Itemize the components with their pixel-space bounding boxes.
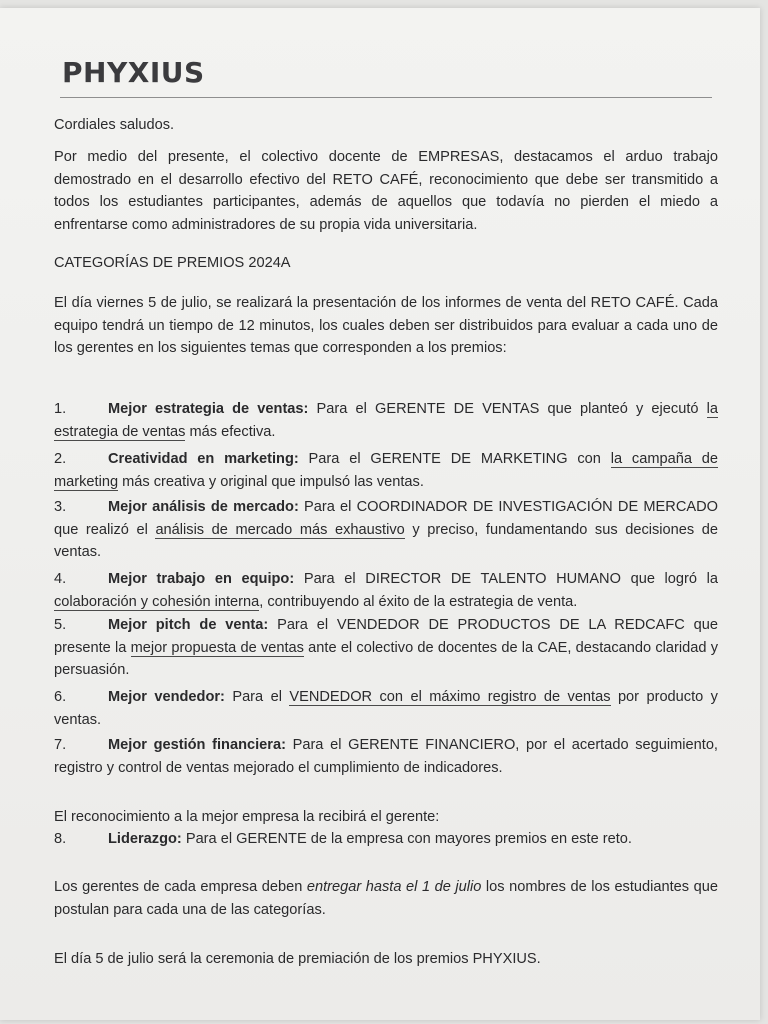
award-item-8 <box>54 828 718 851</box>
award-text: Para el DIRECTOR DE TALENTO HUMANO que logró la <box>294 571 719 587</box>
award-text: Para el VENDEDOR DE PRODUCTOS DE LA REDCAFC que presente la <box>54 617 718 656</box>
categories-heading: CATEGORÍAS DE PREMIOS 2024A <box>54 255 291 271</box>
deadline-paragraph <box>54 876 718 921</box>
brand-title: PHYXIUS <box>62 56 205 89</box>
award-underlined: la campaña de marketing <box>54 451 718 490</box>
award-title: Liderazgo: <box>108 831 182 847</box>
award-title: Mejor pitch de venta: <box>108 617 269 633</box>
header-divider <box>60 97 712 98</box>
document-page <box>0 8 760 1020</box>
award-title: Mejor estrategia de ventas: <box>108 401 309 417</box>
award-item-3 <box>54 496 718 564</box>
best-company-paragraph: El reconocimiento a la mejor empresa la recibirá el gerente: <box>54 809 440 825</box>
award-title: Mejor análisis de mercado: <box>108 499 299 515</box>
award-number: 2. <box>54 451 67 467</box>
award-text-end: más efectiva. <box>185 423 276 440</box>
award-text-end: por producto y ventas. <box>54 689 718 728</box>
award-text: Para el GERENTE de la empresa con mayores premios en este reto. <box>181 831 632 847</box>
award-underlined: mejor propuesta de ventas <box>130 639 304 656</box>
deadline-emphasis: entregar hasta el 1 de julio <box>306 879 482 895</box>
award-number: 4. <box>54 571 67 587</box>
award-text-end: ante el colectivo de docentes de la CAE, destacando claridad y persuasión. <box>54 639 719 678</box>
award-title: Mejor gestión financiera: <box>108 737 286 753</box>
award-item-6 <box>54 686 718 731</box>
award-item-5 <box>54 614 718 682</box>
award-item-1 <box>54 398 718 443</box>
award-underlined: análisis de mercado más exhaustivo <box>155 521 405 538</box>
award-underlined: VENDEDOR con el máximo registro de ventas <box>289 689 611 705</box>
award-text-end: , contribuyendo al éxito de la estrategia de venta. <box>259 593 578 610</box>
award-title: Mejor trabajo en equipo: <box>108 571 295 587</box>
award-text: Para el GERENTE DE VENTAS que planteó y ejecutó <box>308 401 707 417</box>
award-number: 7. <box>54 737 67 753</box>
deadline-text: Los gerentes de cada empresa deben <box>54 879 307 895</box>
award-title: Mejor vendedor: <box>108 689 225 705</box>
award-underlined: colaboración y cohesión interna <box>54 593 260 610</box>
award-number: 1. <box>54 401 67 417</box>
award-text: Para el GERENTE DE MARKETING con <box>298 451 611 467</box>
ceremony-paragraph: El día 5 de julio será la ceremonia de premiación de los premios PHYXIUS. <box>54 951 541 967</box>
award-text: Para el COORDINADOR DE INVESTIGACIÓN DE MERCADO que realizó el <box>54 499 718 538</box>
award-title: Creatividad en marketing: <box>108 451 299 467</box>
award-item-2 <box>54 448 718 493</box>
award-underlined: la estrategia de ventas <box>54 401 718 440</box>
award-number: 5. <box>54 617 67 633</box>
award-text-end: más creativa y original que impulsó las ventas. <box>118 473 424 490</box>
award-item-7 <box>54 734 718 779</box>
award-text: Para el <box>224 689 290 705</box>
award-number: 3. <box>54 499 67 515</box>
greeting: Cordiales saludos. <box>54 117 175 133</box>
award-item-4 <box>54 568 718 613</box>
deadline-text-end: los nombres de los estudiantes que postulan para cada una de las categorías. <box>54 879 718 918</box>
presentation-paragraph: El día viernes 5 de julio, se realizará la presentación de los informes de venta del RETO CAFÉ. Cada equipo tendrá un tiempo de 12 minutos, los cuales deben ser distribuidos para evaluar a cada uno de los gerentes en los siguientes temas que corresponden a los premios: <box>54 295 718 356</box>
award-number: 8. <box>54 831 67 847</box>
intro-paragraph: Por medio del presente, el colectivo docente de EMPRESAS, destacamos el arduo trabajo demostrado en el desarrollo efectivo del RETO CAFÉ, reconocimiento que debe ser transmitido a todos los estudiantes participantes, además de aquellos que todavía no pierden el miedo a enfrentarse como administradores de su propia vida universitaria. <box>54 149 718 233</box>
award-text-end: y preciso, fundamentando sus decisiones de ventas. <box>54 521 718 560</box>
award-number: 6. <box>54 689 67 705</box>
award-text: Para el GERENTE FINANCIERO, por el acertado seguimiento, registro y control de ventas mejorado el cumplimiento de indicadores. <box>54 737 718 776</box>
